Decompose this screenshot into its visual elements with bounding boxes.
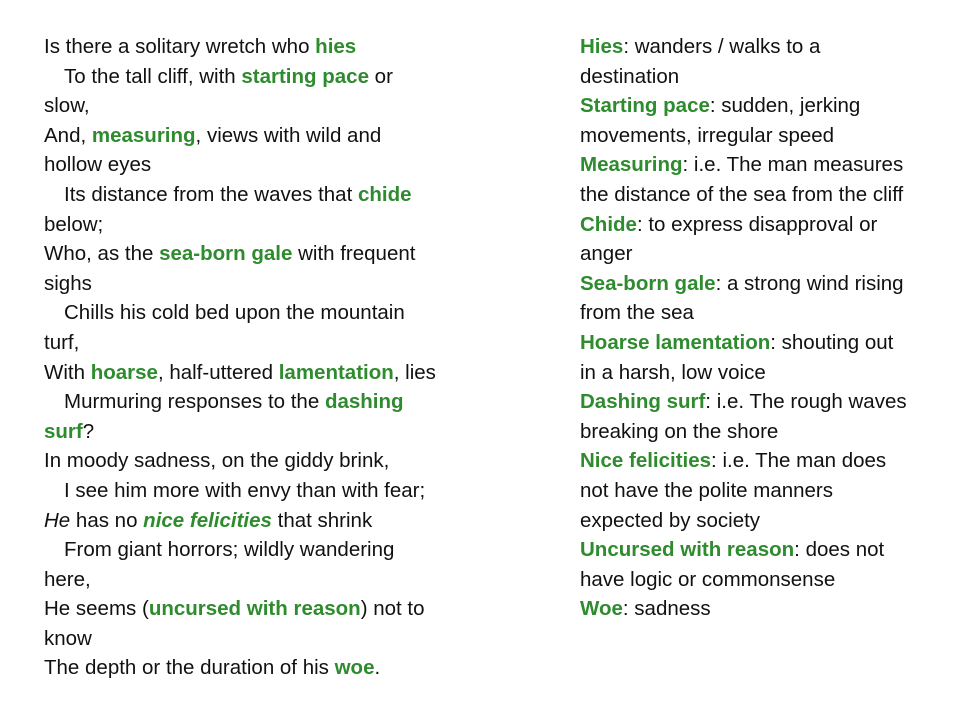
highlighted-word: uncursed with reason: [148, 597, 361, 621]
poem-line: [44, 328, 514, 358]
highlighted-word: starting pace: [241, 64, 369, 88]
glossary-term: Hoarse lamentation: [580, 330, 771, 354]
poem-segment: here,: [44, 567, 91, 591]
glossary-definition: : wanders / walks to a destination: [580, 35, 821, 88]
poem-line: [44, 210, 514, 240]
glossary-entry: [580, 32, 910, 91]
poem-line: [44, 624, 514, 654]
glossary-definition: : i.e. The man does not have the polite manners expected by society: [580, 449, 887, 532]
highlighted-word: dashing: [324, 390, 404, 414]
poem-line: [44, 239, 514, 269]
poem-segment: Is there a solitary wretch who: [44, 35, 316, 58]
highlighted-word: chide: [357, 182, 412, 206]
glossary-entry: [580, 328, 910, 387]
poem-line: [44, 62, 514, 92]
glossary-entry: [580, 91, 910, 150]
poem-segment: He seems (: [44, 597, 149, 621]
glossary-term: Sea-born gale: [580, 271, 716, 295]
poem-line: [44, 594, 514, 624]
poem-line: [44, 121, 514, 151]
glossary-term: Nice felicities: [580, 449, 712, 473]
poem-segment: with frequent: [292, 242, 416, 266]
poem-segment: I see him more with envy than with fear;: [64, 478, 426, 502]
poem-line: [44, 417, 514, 447]
glossary-definition: : i.e. The rough waves breaking on the shore: [580, 390, 907, 443]
poem-segment: or: [368, 64, 393, 88]
poem-segment: know: [44, 626, 92, 650]
glossary-entry: [580, 210, 910, 269]
poem-segment: In moody sadness, on the giddy brink,: [44, 449, 390, 473]
glossary-entry: [580, 594, 910, 624]
glossary-term: Dashing surf: [580, 390, 706, 414]
glossary-definition: : a strong wind rising from the sea: [580, 271, 904, 325]
poem-segment: Chills his cold bed upon the mountain: [64, 301, 405, 325]
glossary-term: Chide: [580, 212, 637, 236]
poem-segment: Its distance from the waves that: [64, 182, 358, 206]
poem-segment: slow,: [44, 94, 90, 118]
glossary-entry: [580, 150, 910, 209]
poem-segment: From giant horrors; wildly wandering: [64, 538, 395, 562]
glossary-term: Woe: [580, 597, 623, 621]
glossary-definition: : does not have logic or commonsense: [580, 538, 885, 591]
glossary-definition: : sadness: [622, 597, 711, 621]
poem-line: [44, 535, 514, 565]
poem-segment: Who, as the: [44, 242, 160, 266]
glossary-definition: : i.e. The man measures the distance of the sea from the cliff: [580, 153, 904, 206]
poem-segment: ?: [82, 419, 95, 443]
poem-line: [44, 506, 514, 536]
poem-segment: , lies: [393, 360, 436, 384]
poem-line: [44, 358, 514, 388]
poem-line: [44, 653, 514, 683]
glossary-entry: [580, 446, 910, 535]
poem-line: [44, 32, 514, 62]
poem-segment: Murmuring responses to the: [64, 390, 325, 414]
poem-segment: The depth or the duration of his: [44, 656, 335, 680]
highlighted-word: lamentation: [278, 360, 394, 384]
glossary-term: Hies: [580, 35, 624, 58]
highlighted-word: nice felicities: [143, 508, 272, 532]
poem-segment: that shrink: [271, 508, 373, 532]
glossary-term: Measuring: [580, 153, 683, 177]
highlighted-word: sea-born gale: [159, 242, 293, 266]
highlighted-word: woe: [334, 656, 375, 680]
poem-segment: below;: [44, 212, 104, 236]
poem-line: [44, 565, 514, 595]
glossary-term: Starting pace: [580, 94, 710, 118]
poem-segment: With: [44, 360, 91, 384]
poem-line: [44, 298, 514, 328]
glossary-definition: : to express disapproval or anger: [580, 212, 878, 266]
glossary-entry: [580, 535, 910, 594]
poem-segment: , views with wild and: [195, 123, 382, 147]
poem-segment: sighs: [44, 271, 92, 295]
poem-segment: ) not to: [360, 597, 425, 621]
poem-line: [44, 269, 514, 299]
poem-segment: , half-uttered: [157, 360, 279, 384]
glossary-entry: [580, 387, 910, 446]
glossary-definition: : shouting out in a harsh, low voice: [580, 330, 894, 384]
poem-segment: He: [44, 508, 71, 532]
highlighted-word: hies: [315, 35, 357, 58]
glossary-definition: : sudden, jerking movements, irregular speed: [580, 94, 861, 147]
glossary-list: [580, 32, 910, 624]
poem-segment: To the tall cliff, with: [64, 64, 242, 88]
glossary-entry: [580, 269, 910, 328]
highlighted-word: hoarse: [90, 360, 158, 384]
highlighted-word: surf: [44, 419, 83, 443]
poem-line: [44, 476, 514, 506]
poem-line: [44, 91, 514, 121]
poem-segment: has no: [70, 508, 144, 532]
poem-line: [44, 180, 514, 210]
poem-segment: .: [374, 656, 381, 680]
poem-text: [44, 32, 514, 683]
poem-segment: turf,: [44, 330, 80, 354]
poem-segment: And,: [44, 123, 92, 147]
highlighted-word: measuring: [91, 123, 196, 147]
poem-line: [44, 150, 514, 180]
glossary-term: Uncursed with reason: [580, 538, 795, 562]
poem-segment: hollow eyes: [44, 153, 152, 177]
poem-line: [44, 387, 514, 417]
poem-line: [44, 446, 514, 476]
